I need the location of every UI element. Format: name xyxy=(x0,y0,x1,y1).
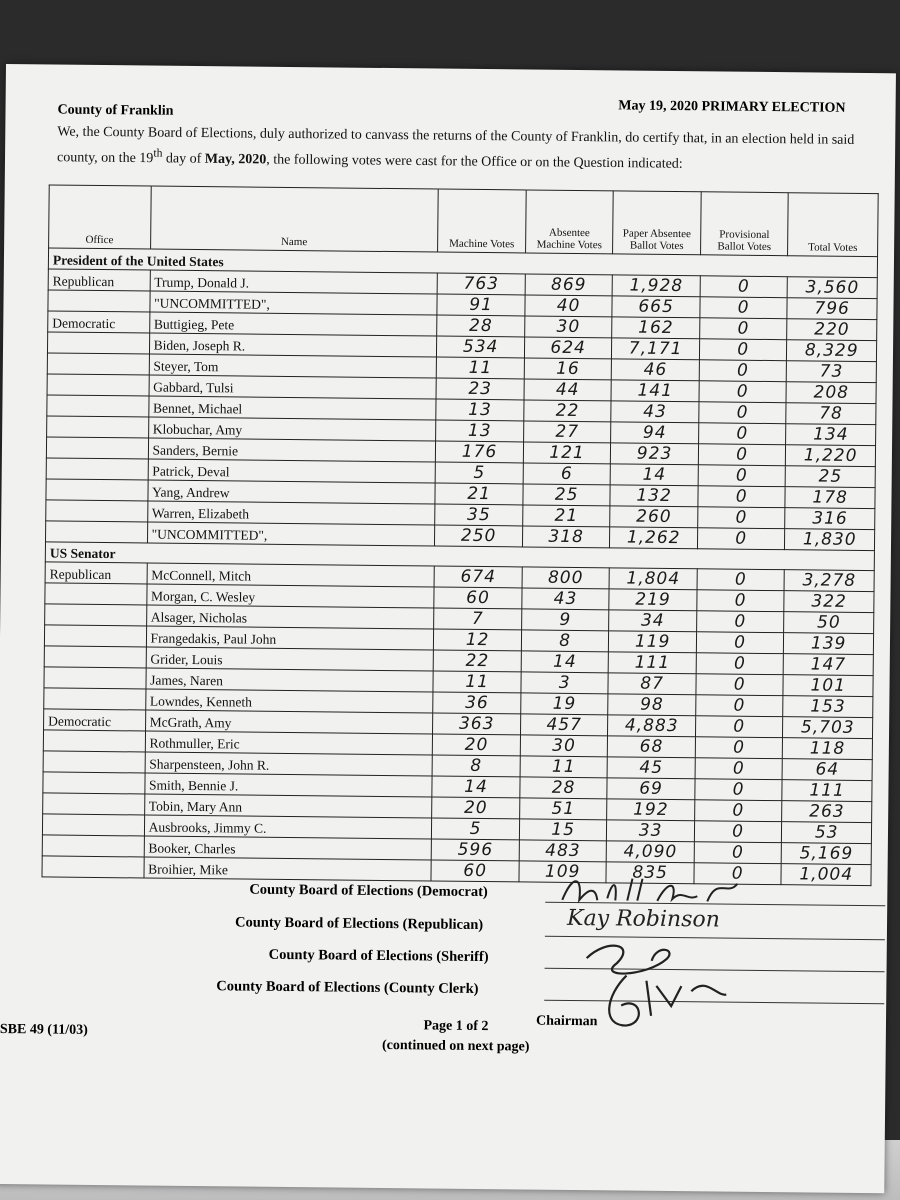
col-name: Name xyxy=(150,186,438,252)
party-cell xyxy=(45,604,147,626)
party-cell xyxy=(46,499,148,521)
machine-votes: 8 xyxy=(432,755,520,777)
machine-votes: 28 xyxy=(437,315,525,337)
candidate-name: Steyer, Tom xyxy=(149,354,437,378)
provisional-votes: 0 xyxy=(699,359,787,381)
machine-votes: 12 xyxy=(434,629,522,651)
party-cell xyxy=(47,373,149,395)
absentee-machine-votes: 30 xyxy=(520,735,608,757)
form-number: SBE 49 (11/03) xyxy=(0,1021,88,1038)
total-votes: 1,830 xyxy=(785,528,875,550)
party-cell xyxy=(47,331,149,353)
provisional-votes: 0 xyxy=(694,842,782,864)
provisional-votes: 0 xyxy=(699,380,787,402)
total-votes: 8,329 xyxy=(787,339,877,361)
paper-absentee-votes: 14 xyxy=(611,463,699,485)
machine-votes: 23 xyxy=(436,378,524,400)
paper-absentee-votes: 33 xyxy=(607,820,695,842)
candidate-name: Yang, Andrew xyxy=(148,480,436,504)
provisional-votes: 0 xyxy=(698,443,786,465)
provisional-votes: 0 xyxy=(695,758,783,780)
candidate-name: "UNCOMMITTED", xyxy=(147,522,435,546)
total-votes: 796 xyxy=(787,297,877,319)
absentee-machine-votes: 800 xyxy=(522,567,610,589)
party-cell xyxy=(44,688,146,710)
absentee-machine-votes: 121 xyxy=(523,441,611,463)
paper-absentee-votes: 7,171 xyxy=(612,337,700,359)
machine-votes: 21 xyxy=(435,483,523,505)
paper-absentee-votes: 923 xyxy=(611,442,699,464)
absentee-machine-votes: 9 xyxy=(521,609,609,631)
party-cell xyxy=(42,814,144,836)
paper-absentee-votes: 4,090 xyxy=(607,841,695,863)
party-cell xyxy=(43,751,145,773)
total-votes: 220 xyxy=(787,318,877,340)
paper-absentee-votes: 1,262 xyxy=(610,526,698,548)
cert-sup: th xyxy=(153,146,163,160)
candidate-name: Ausbrooks, Jimmy C. xyxy=(144,815,432,839)
absentee-machine-votes: 44 xyxy=(524,378,612,400)
party-cell xyxy=(44,646,146,668)
votes-table xyxy=(41,184,878,886)
paper-absentee-votes: 68 xyxy=(608,736,696,758)
candidate-name: Tobin, Mary Ann xyxy=(144,794,432,818)
paper-absentee-votes: 46 xyxy=(612,358,700,380)
paper-absentee-votes: 4,883 xyxy=(608,715,696,737)
machine-votes: 14 xyxy=(432,776,520,798)
section-title: President of the United States xyxy=(48,248,877,277)
absentee-machine-votes: 3 xyxy=(521,672,609,694)
candidate-name: McConnell, Mitch xyxy=(147,563,435,587)
paper-absentee-votes: 43 xyxy=(611,400,699,422)
total-votes: 118 xyxy=(783,738,873,760)
section-title: US Senator xyxy=(45,541,874,570)
paper-absentee-votes: 141 xyxy=(611,379,699,401)
provisional-votes: 0 xyxy=(698,464,786,486)
total-votes: 134 xyxy=(786,423,876,445)
machine-votes: 91 xyxy=(437,294,525,316)
certification-sheet xyxy=(0,64,896,1193)
absentee-machine-votes: 483 xyxy=(519,840,607,862)
paper-absentee-votes: 665 xyxy=(612,295,700,317)
party-cell xyxy=(43,730,145,752)
provisional-votes: 0 xyxy=(696,674,784,696)
chairman-label: Chairman xyxy=(535,1013,598,1030)
party-cell xyxy=(48,289,150,311)
candidate-name: Gabbard, Tulsi xyxy=(149,375,437,399)
col-machine: Machine Votes xyxy=(438,189,526,253)
provisional-votes: 0 xyxy=(697,569,785,591)
absentee-machine-votes: 8 xyxy=(521,630,609,652)
provisional-votes: 0 xyxy=(700,275,788,297)
total-votes: 5,703 xyxy=(783,717,873,739)
provisional-votes: 0 xyxy=(696,611,784,633)
party-cell xyxy=(45,583,147,605)
party-cell xyxy=(46,520,148,542)
absentee-machine-votes: 30 xyxy=(525,315,613,337)
party-cell xyxy=(46,436,148,458)
paper-absentee-votes: 69 xyxy=(607,778,695,800)
provisional-votes: 0 xyxy=(698,422,786,444)
col-paper-absentee: Paper Absentee Ballot Votes xyxy=(613,191,701,255)
machine-votes: 5 xyxy=(432,818,520,840)
total-votes: 5,169 xyxy=(782,843,872,865)
candidate-name: McGrath, Amy xyxy=(145,710,433,734)
paper-absentee-votes: 111 xyxy=(609,652,697,674)
county-name: County of Franklin xyxy=(57,102,174,119)
candidate-name: Frangedakis, Paul John xyxy=(146,626,434,650)
total-votes: 78 xyxy=(786,402,876,424)
paper-absentee-votes: 45 xyxy=(607,757,695,779)
party-cell xyxy=(42,835,144,857)
machine-votes: 5 xyxy=(435,462,523,484)
absentee-machine-votes: 109 xyxy=(519,861,607,883)
party-cell: Republican xyxy=(48,268,150,290)
candidate-name: Buttigieg, Pete xyxy=(149,312,437,336)
col-provisional: Provisional Ballot Votes xyxy=(700,192,788,256)
provisional-votes: 0 xyxy=(696,632,784,654)
total-votes: 53 xyxy=(782,822,872,844)
sig-label-clerk: County Board of Elections (County Clerk) xyxy=(216,978,479,997)
paper-absentee-votes: 98 xyxy=(608,694,696,716)
party-cell xyxy=(42,856,144,878)
total-votes: 1,220 xyxy=(786,444,876,466)
machine-votes: 13 xyxy=(436,399,524,421)
sig-label-republican: County Board of Elections (Republican) xyxy=(234,914,484,934)
party-cell xyxy=(44,625,146,647)
machine-votes: 60 xyxy=(434,587,522,609)
provisional-votes: 0 xyxy=(695,737,783,759)
cert-part2: day of xyxy=(162,151,205,167)
candidate-name: Smith, Bennie J. xyxy=(144,773,432,797)
absentee-machine-votes: 624 xyxy=(524,336,612,358)
candidate-name: Morgan, C. Wesley xyxy=(146,584,434,608)
signature-clerk xyxy=(596,965,737,1042)
cert-part1: We, the County Board of Elections, duly authorized to canvass the returns of the County of Franklin, do certify that, in an election held in said county, on the 19 xyxy=(56,124,855,167)
machine-votes: 363 xyxy=(433,713,521,735)
paper-absentee-votes: 260 xyxy=(610,505,698,527)
absentee-machine-votes: 28 xyxy=(520,777,608,799)
machine-votes: 11 xyxy=(437,357,525,379)
total-votes: 25 xyxy=(786,465,876,487)
absentee-machine-votes: 40 xyxy=(525,294,613,316)
candidate-name: Sharpensteen, John R. xyxy=(145,752,433,776)
paper-absentee-votes: 835 xyxy=(606,862,694,884)
machine-votes: 22 xyxy=(434,650,522,672)
provisional-votes: 0 xyxy=(694,821,782,843)
absentee-machine-votes: 22 xyxy=(524,399,612,421)
col-absentee-machine: Absentee Machine Votes xyxy=(525,190,613,254)
party-cell xyxy=(47,352,149,374)
party-cell xyxy=(47,415,149,437)
total-votes: 101 xyxy=(783,675,873,697)
candidate-name: Booker, Charles xyxy=(144,836,432,860)
candidate-name: James, Naren xyxy=(146,668,434,692)
total-votes: 263 xyxy=(782,801,872,823)
election-title: May 19, 2020 PRIMARY ELECTION xyxy=(618,98,846,116)
candidate-name: Trump, Donald J. xyxy=(150,270,438,294)
paper-absentee-votes: 132 xyxy=(610,484,698,506)
machine-votes: 35 xyxy=(435,504,523,526)
provisional-votes: 0 xyxy=(697,527,785,549)
machine-votes: 36 xyxy=(433,692,521,714)
candidate-name: "UNCOMMITTED", xyxy=(150,291,438,315)
absentee-machine-votes: 25 xyxy=(523,483,611,505)
col-office: Office xyxy=(49,185,151,249)
total-votes: 139 xyxy=(784,633,874,655)
cert-date: May, 2020 xyxy=(204,151,267,168)
col-total: Total Votes xyxy=(788,193,878,257)
certification-text xyxy=(57,123,857,177)
party-cell xyxy=(44,667,146,689)
absentee-machine-votes: 21 xyxy=(523,504,611,526)
machine-votes: 11 xyxy=(433,671,521,693)
party-cell xyxy=(46,457,148,479)
provisional-votes: 0 xyxy=(695,779,783,801)
machine-votes: 20 xyxy=(432,797,520,819)
absentee-machine-votes: 14 xyxy=(521,651,609,673)
machine-votes: 763 xyxy=(437,273,525,295)
provisional-votes: 0 xyxy=(696,653,784,675)
paper-absentee-votes: 1,804 xyxy=(609,568,697,590)
total-votes: 111 xyxy=(782,780,872,802)
candidate-name: Rothmuller, Eric xyxy=(145,731,433,755)
total-votes: 1,004 xyxy=(781,864,871,886)
candidate-name: Alsager, Nicholas xyxy=(146,605,434,629)
absentee-machine-votes: 11 xyxy=(520,756,608,778)
party-cell xyxy=(43,793,145,815)
party-cell xyxy=(46,478,148,500)
paper-absentee-votes: 34 xyxy=(609,610,697,632)
candidate-name: Warren, Elizabeth xyxy=(147,501,435,525)
machine-votes: 674 xyxy=(434,566,522,588)
total-votes: 64 xyxy=(782,759,872,781)
absentee-machine-votes: 6 xyxy=(523,462,611,484)
paper-absentee-votes: 162 xyxy=(612,316,700,338)
provisional-votes: 0 xyxy=(700,317,788,339)
paper-absentee-votes: 87 xyxy=(608,673,696,695)
total-votes: 153 xyxy=(783,696,873,718)
total-votes: 73 xyxy=(787,360,877,382)
provisional-votes: 0 xyxy=(699,338,787,360)
absentee-machine-votes: 19 xyxy=(521,693,609,715)
provisional-votes: 0 xyxy=(700,296,788,318)
party-cell: Democratic xyxy=(44,709,146,731)
total-votes: 322 xyxy=(784,591,874,613)
party-cell: Republican xyxy=(45,562,147,584)
candidate-name: Broihier, Mike xyxy=(144,857,432,881)
total-votes: 3,278 xyxy=(784,570,874,592)
candidate-name: Sanders, Bernie xyxy=(148,438,436,462)
paper-absentee-votes: 1,928 xyxy=(612,274,700,296)
absentee-machine-votes: 27 xyxy=(523,420,611,442)
candidate-name: Lowndes, Kenneth xyxy=(145,689,433,713)
absentee-machine-votes: 51 xyxy=(519,798,607,820)
cert-part3: , the following votes were cast for the Office or on the Question indicated: xyxy=(266,152,683,172)
party-cell xyxy=(43,772,145,794)
machine-votes: 176 xyxy=(436,441,524,463)
absentee-machine-votes: 43 xyxy=(522,588,610,610)
total-votes: 50 xyxy=(784,612,874,634)
paper-absentee-votes: 94 xyxy=(611,421,699,443)
provisional-votes: 0 xyxy=(694,863,782,885)
absentee-machine-votes: 869 xyxy=(525,273,613,295)
candidate-name: Grider, Louis xyxy=(146,647,434,671)
paper-absentee-votes: 119 xyxy=(609,631,697,653)
machine-votes: 60 xyxy=(431,860,519,882)
provisional-votes: 0 xyxy=(699,401,787,423)
machine-votes: 13 xyxy=(436,420,524,442)
signature-republican: Kay Robinson xyxy=(566,905,720,933)
votes-body xyxy=(42,248,878,886)
continued-note: (continued on next page) xyxy=(381,1037,530,1055)
provisional-votes: 0 xyxy=(696,695,784,717)
party-cell: Democratic xyxy=(48,310,150,332)
sig-label-democrat: County Board of Elections (Democrat) xyxy=(249,881,488,901)
machine-votes: 596 xyxy=(432,839,520,861)
page-number: Page 1 of 2 xyxy=(423,1018,489,1035)
absentee-machine-votes: 16 xyxy=(524,357,612,379)
absentee-machine-votes: 15 xyxy=(519,819,607,841)
candidate-name: Klobuchar, Amy xyxy=(148,417,436,441)
provisional-votes: 0 xyxy=(697,590,785,612)
party-cell xyxy=(47,394,149,416)
provisional-votes: 0 xyxy=(695,716,783,738)
sig-label-sheriff: County Board of Elections (Sheriff) xyxy=(268,946,489,966)
absentee-machine-votes: 457 xyxy=(520,714,608,736)
header-row xyxy=(49,185,879,257)
provisional-votes: 0 xyxy=(698,485,786,507)
absentee-machine-votes: 318 xyxy=(522,525,610,547)
machine-votes: 7 xyxy=(434,608,522,630)
machine-votes: 534 xyxy=(437,336,525,358)
total-votes: 147 xyxy=(784,654,874,676)
total-votes: 178 xyxy=(785,486,875,508)
total-votes: 208 xyxy=(786,381,876,403)
candidate-name: Patrick, Deval xyxy=(148,459,436,483)
page-info xyxy=(356,1016,556,1058)
candidate-name: Bennet, Michael xyxy=(148,396,436,420)
provisional-votes: 0 xyxy=(698,506,786,528)
machine-votes: 250 xyxy=(435,525,523,547)
paper-absentee-votes: 192 xyxy=(607,799,695,821)
total-votes: 316 xyxy=(785,507,875,529)
candidate-name: Biden, Joseph R. xyxy=(149,333,437,357)
machine-votes: 20 xyxy=(433,734,521,756)
provisional-votes: 0 xyxy=(695,800,783,822)
total-votes: 3,560 xyxy=(788,276,878,298)
paper-absentee-votes: 219 xyxy=(609,589,697,611)
